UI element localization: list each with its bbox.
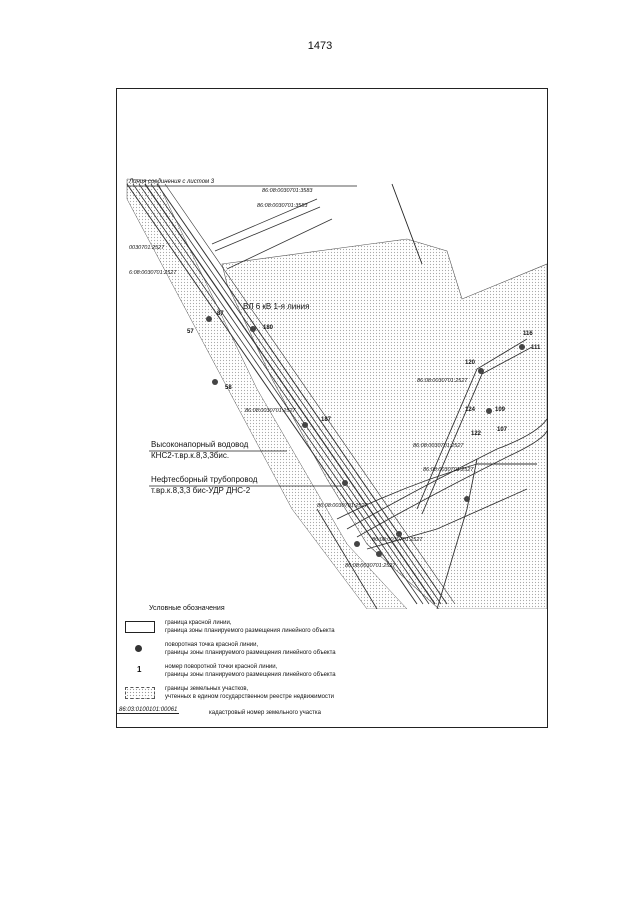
turning-point-dot-symbol [135,645,142,652]
oil-pipe-label: т.вр.к.8,3,3 бис-УДР ДНС-2 [151,486,251,495]
point-number: 116 [523,331,533,337]
cadastral-label: 86:08:0030701:2527 [245,408,296,414]
road-line-2 [215,207,320,251]
cadastral-label: 6:08:0030701:2527 [129,270,177,276]
point-number-symbol: 1 [137,665,142,674]
power-line-label: ВЛ 6 кВ 1-я линия [243,302,310,311]
water-pipe-label: КНС2-т.вр.к.8,3,3бис. [151,451,230,460]
point-number: 120 [465,360,476,366]
cadastral-label: 86:08:0030701:2527 [417,378,468,384]
sheet-link-label: Линия соединения с листом 3 [129,179,215,185]
legend-item-text: кадастровый номер земельного участка [209,710,321,716]
point-number: 124 [465,407,476,413]
cadastral-label: 86:08:0030701:3583 [257,203,308,209]
map-legend [117,597,547,725]
point-number: 57 [187,329,194,335]
point-number: 180 [263,325,274,331]
legend-item-text: поворотная точка красной линии, границы зоны планируемого размещения линейного объекта [165,642,336,656]
point-number: 109 [495,407,506,413]
cadastral-number-symbol: 86:03:0100101:00061 [119,707,178,713]
point-number: 122 [471,431,482,437]
point-number: 87 [217,311,224,317]
legend-item [125,619,535,641]
point-number: 58 [225,385,232,391]
cadastral-label: 86:08:0030701:2527 [423,467,474,473]
cadastral-label: 86:08:0030701:2527 [345,563,396,569]
legend-item-text: граница красной линии, граница зоны планируемого размещения линейного объекта [165,620,335,634]
legend-item-text: границы земельных участков, учтенных в едином государственном реестре недвижимости [165,686,335,700]
water-pipe-label: Высоконапорный водовод [151,440,249,449]
legend-item [125,685,535,707]
point-number: 111 [531,345,541,351]
legend-item [125,663,535,685]
cadastral-label: 86:08:0030701:2527 [372,537,423,543]
point-number: 187 [321,417,332,423]
point-number: 107 [497,427,508,433]
cadastral-label: 86:08:0030701:2527 [413,443,464,449]
legend-item [125,641,535,663]
red-line-box-symbol [125,621,155,633]
cadastral-label: 86:08:0030701:3583 [262,188,313,194]
map-sheet [116,88,548,728]
legend-item [117,707,527,728]
page-number: 1473 [307,40,333,52]
legend-item-text: номер поворотной точки красной линии, границы зоны планируемого размещения линейного объекта [165,664,336,678]
oil-pipe-label: Нефтесборный трубопровод [151,475,258,484]
legend-title: Условные обозначения [149,605,225,612]
cadastral-label: 86:08:0030701:2527 [317,503,368,509]
cadastral-label: 0030701:2527 [129,245,165,251]
land-plot-hatch-symbol [125,687,155,699]
map-drawing [117,89,547,609]
